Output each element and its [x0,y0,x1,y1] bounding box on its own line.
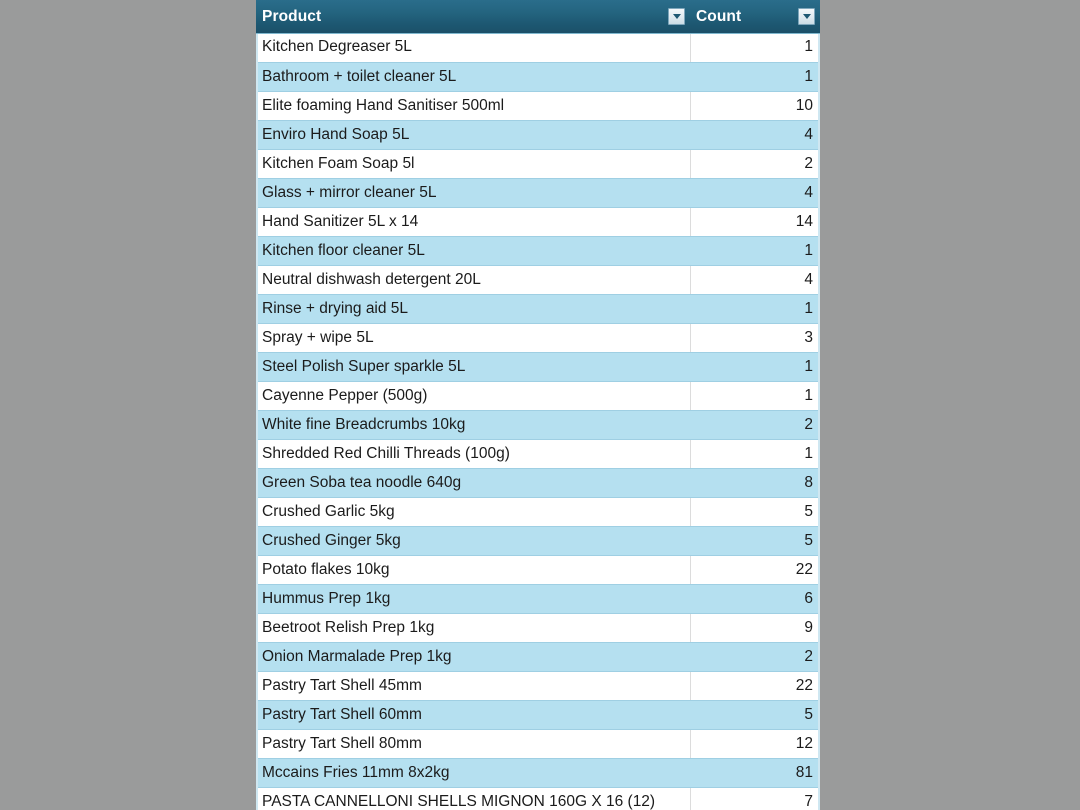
header-underline [256,33,820,34]
cell-product[interactable]: Hummus Prep 1kg [256,584,690,613]
cell-count[interactable]: 1 [690,294,820,323]
cell-product[interactable]: Pastry Tart Shell 60mm [256,700,690,729]
table-row[interactable] [256,178,820,207]
cell-product[interactable]: Onion Marmalade Prep 1kg [256,642,690,671]
table-row[interactable] [256,468,820,497]
table-row[interactable] [256,294,820,323]
cell-count[interactable]: 5 [690,497,820,526]
cell-product[interactable]: Enviro Hand Soap 5L [256,120,690,149]
cell-count[interactable]: 4 [690,265,820,294]
cell-count[interactable]: 2 [690,149,820,178]
cell-product[interactable]: Bathroom + toilet cleaner 5L [256,62,690,91]
cell-count[interactable]: 6 [690,584,820,613]
cell-product[interactable]: Crushed Ginger 5kg [256,526,690,555]
product-count-table [256,0,820,810]
product-count-table-panel [256,0,820,810]
cell-product[interactable]: Potato flakes 10kg [256,555,690,584]
table-row[interactable] [256,439,820,468]
cell-count[interactable]: 22 [690,555,820,584]
cell-count[interactable]: 81 [690,758,820,787]
cell-product[interactable]: Mccains Fries 11mm 8x2kg [256,758,690,787]
cell-count[interactable]: 12 [690,729,820,758]
cell-count[interactable]: 2 [690,410,820,439]
cell-product[interactable]: Spray + wipe 5L [256,323,690,352]
table-row[interactable] [256,613,820,642]
table-row[interactable] [256,729,820,758]
table-row[interactable] [256,758,820,787]
cell-count[interactable]: 9 [690,613,820,642]
cell-product[interactable]: Elite foaming Hand Sanitiser 500ml [256,91,690,120]
cell-product[interactable]: White fine Breadcrumbs 10kg [256,410,690,439]
cell-count[interactable]: 2 [690,642,820,671]
cell-count[interactable]: 22 [690,671,820,700]
cell-count[interactable]: 4 [690,120,820,149]
cell-product[interactable]: Cayenne Pepper (500g) [256,381,690,410]
table-row[interactable] [256,265,820,294]
cell-count[interactable]: 3 [690,323,820,352]
table-row[interactable] [256,207,820,236]
chevron-down-icon [673,14,681,19]
table-row[interactable] [256,352,820,381]
table-row[interactable] [256,236,820,265]
cell-product[interactable]: Kitchen floor cleaner 5L [256,236,690,265]
table-row[interactable] [256,323,820,352]
cell-product[interactable]: PASTA CANNELLONI SHELLS MIGNON 160G X 16 (12) [256,787,690,810]
cell-count[interactable]: 5 [690,526,820,555]
table-row[interactable] [256,410,820,439]
cell-count[interactable]: 1 [690,439,820,468]
cell-product[interactable]: Steel Polish Super sparkle 5L [256,352,690,381]
table-body [256,33,820,810]
cell-product[interactable]: Hand Sanitizer 5L x 14 [256,207,690,236]
table-row[interactable] [256,642,820,671]
cell-product[interactable]: Glass + mirror cleaner 5L [256,178,690,207]
table-row[interactable] [256,526,820,555]
cell-count[interactable]: 1 [690,62,820,91]
cell-count[interactable]: 14 [690,207,820,236]
count-filter-dropdown-icon[interactable] [798,8,815,25]
chevron-down-icon [803,14,811,19]
grid-left-edge [256,0,258,810]
cell-product[interactable]: Beetroot Relish Prep 1kg [256,613,690,642]
cell-product[interactable]: Green Soba tea noodle 640g [256,468,690,497]
cell-count[interactable]: 1 [690,33,820,62]
cell-product[interactable]: Neutral dishwash detergent 20L [256,265,690,294]
cell-product[interactable]: Rinse + drying aid 5L [256,294,690,323]
table-row[interactable] [256,381,820,410]
table-row[interactable] [256,120,820,149]
table-row[interactable] [256,497,820,526]
cell-product[interactable]: Kitchen Degreaser 5L [256,33,690,62]
column-header-count-label: Count [696,8,742,25]
table-row[interactable] [256,33,820,62]
table-row[interactable] [256,62,820,91]
column-header-product-label: Product [262,8,322,25]
cell-count[interactable]: 1 [690,381,820,410]
table-row[interactable] [256,584,820,613]
cell-product[interactable]: Pastry Tart Shell 45mm [256,671,690,700]
cell-count[interactable]: 1 [690,236,820,265]
table-row[interactable] [256,91,820,120]
column-header-count[interactable] [690,0,820,33]
cell-count[interactable]: 1 [690,352,820,381]
table-row[interactable] [256,700,820,729]
cell-count[interactable]: 10 [690,91,820,120]
cell-count[interactable]: 4 [690,178,820,207]
cell-count[interactable]: 8 [690,468,820,497]
cell-count[interactable]: 7 [690,787,820,810]
table-header-row [256,0,820,33]
table-row[interactable] [256,149,820,178]
product-filter-dropdown-icon[interactable] [668,8,685,25]
cell-product[interactable]: Crushed Garlic 5kg [256,497,690,526]
table-row[interactable] [256,787,820,810]
cell-product[interactable]: Pastry Tart Shell 80mm [256,729,690,758]
cell-count[interactable]: 5 [690,700,820,729]
column-header-product[interactable] [256,0,690,33]
table-row[interactable] [256,555,820,584]
table-row[interactable] [256,671,820,700]
cell-product[interactable]: Kitchen Foam Soap 5l [256,149,690,178]
grid-right-edge [818,0,820,810]
cell-product[interactable]: Shredded Red Chilli Threads (100g) [256,439,690,468]
table-header [256,0,820,33]
